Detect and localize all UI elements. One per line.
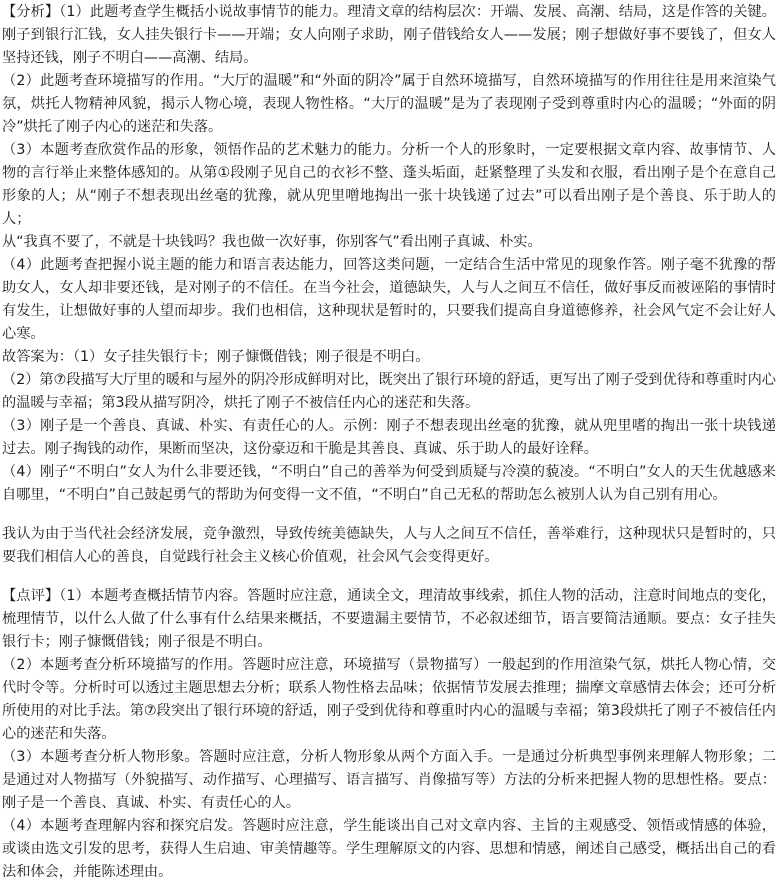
opinion-paragraph: 我认为由于当代社会经济发展，竞争激烈，导致传统美德缺失，人与人之间互不信任，善举难行，这种现状只是暂时的，只要我们相信人心的善良，自觉践行社会主义核心价值观，社会风气会变得更好。 bbox=[2, 526, 776, 565]
analysis-section bbox=[2, 0, 776, 346]
answer-paragraph-3: （3）刚子是一个善良、真诚、朴实、有责任心的人。示例：刚子不想表现出丝毫的犹豫，就从兜里嗜的掏出一张十块钱递过去。刚子掏钱的动作，果断而坚决，这份豪迈和干脆是其善良、真诚、乐于助人的最好诠释。 bbox=[2, 418, 776, 457]
spacer bbox=[2, 569, 776, 585]
comment-section bbox=[2, 585, 776, 884]
analysis-paragraph-3: （3）本题考查欣赏作品的形象，领悟作品的艺术魅力的能力。分析一个人的形象时，一定要根据文章内容、故事情节、人物的言行举止来整体感知的。从第①段刚子见自己的衣衫不整、蓬头垢面，赶紧整理了头发和衣服，看出刚子是个在意自己形象的人；从“刚子不想表现出丝毫的犹豫，就从兜里噌地掏出一张十块钱递了过去”可以看出刚子是个善良、乐于助人的人； bbox=[2, 142, 776, 227]
answer-paragraph-2: （2）第⑦段描写大厅里的暖和与屋外的阴冷形成鲜明对比，既突出了银行环境的舒适，更写出了刚子受到优待和尊重时内心的温暖与幸福；第3段从描写阴冷，烘托了刚子不被信任内心的迷茫和失落。 bbox=[2, 372, 776, 411]
spacer bbox=[2, 507, 776, 523]
analysis-paragraph-1: 【分析】（1）此题考查学生概括小说故事情节的能力。理清文章的结构层次：开端、发展、高潮、结局，这是作答的关键。刚子到银行汇钱，女人挂失银行卡——开端；女人向刚子求助，刚子借钱给女人——发展；刚子想做好事不要钱了，但女人坚持还钱，刚子不明白——高潮、结局。 bbox=[2, 4, 776, 66]
comment-paragraph-4: （4）本题考查理解内容和探究启发。答题时应注意，学生能谈出自己对文章内容、主旨的主观感受、领悟或情感的体验，或谈由选文引发的思考，获得人生启迪、审美情趣等。学生理解原文的内容、思想和情感，阐述自己感受，概括出自己的看法和体会，并能陈述理由。 bbox=[2, 818, 776, 880]
analysis-paragraph-4: 从“我真不要了，不就是十块钱吗？我也做一次好事，你别客气”看出刚子真诚、朴实。 bbox=[2, 234, 542, 250]
comment-paragraph-3: （3）本题考查分析人物形象。答题时应注意，分析人物形象从两个方面入手。一是通过分析典型事例来理解人物形象；二是通过对人物描写（外貌描写、动作描写、心理描写、语言描写、肖像描写等）方法的分析来把握人物的思想性格。要点：刚子是一个善良、真诚、朴实、有责任心的人。 bbox=[2, 749, 776, 811]
answer-paragraph-1: 故答案为：（1）女子挂失银行卡；刚子慷慨借钱；刚子很是不明白。 bbox=[2, 349, 430, 365]
comment-paragraph-1: 【点评】（1）本题考查概括情节内容。答题时应注意，通读全文，理清故事线索，抓住人物的活动，注意时间地点的变化，梳理情节，以什么人做了什么事有什么结果来概括，不要遗漏主要情节，不必叙述细节，语言要简洁通顺。要点：女子挂失银行卡；刚子慷慨借钱；刚子很是不明白。 bbox=[2, 588, 776, 650]
answer-paragraph-4: （4）刚子“不明白”女人为什么非要还钱，“不明白”自己的善举为何受到质疑与冷漠的藐凌。“不明白”女人的天生优越感来自哪里，“不明白”自己鼓起勇气的帮助为何变得一文不值，“不明白”自己无私的帮助怎么被别人认为自己别有用心。 bbox=[2, 464, 776, 503]
analysis-paragraph-5: （4）此题考查把握小说主题的能力和语言表达能力，回答这类问题，一定结合生活中常见的现象作答。刚子毫不犹豫的帮助女人，女人却非要还钱，是对刚子的不信任。在当今社会，道德缺失，人与人之间互不信任，做好事反而被诬陷的事情时有发生，让想做好事的人望而却步。我们也相信，这种现状是暂时的，只要我们提高自身道德修养，社会风气定不会让好人心寒。 bbox=[2, 257, 776, 342]
answer-section bbox=[2, 346, 776, 507]
analysis-paragraph-2: （2）此题考查环境描写的作用。“大厅的温暖”和“外面的阴冷”属于自然环境描写，自然环境描写的作用往往是用来渲染气氛，烘托人物精神风貌，揭示人物心境，表现人物性格。“大厅的温暖”是为了表现刚子受到尊重时内心的温暖；“外面的阴冷”烘托了刚子内心的迷茫和失落。 bbox=[2, 73, 776, 135]
opinion-section bbox=[2, 523, 776, 569]
comment-paragraph-2: （2）本题考查分析环境描写的作用。答题时应注意，环境描写（景物描写）一般起到的作用渲染气氛，烘托人物心情，交代时令等。分析时可以透过主题思想去分析；联系人物性格去品味；依据情节发展去推理；揣摩文章感情去体会；还可分析所使用的对比手法。第⑦段突出了银行环境的舒适，刚子受到优待和尊重时内心的温暖与幸福；第3段烘托了刚子不被信任内心的迷茫和失落。 bbox=[2, 657, 776, 742]
